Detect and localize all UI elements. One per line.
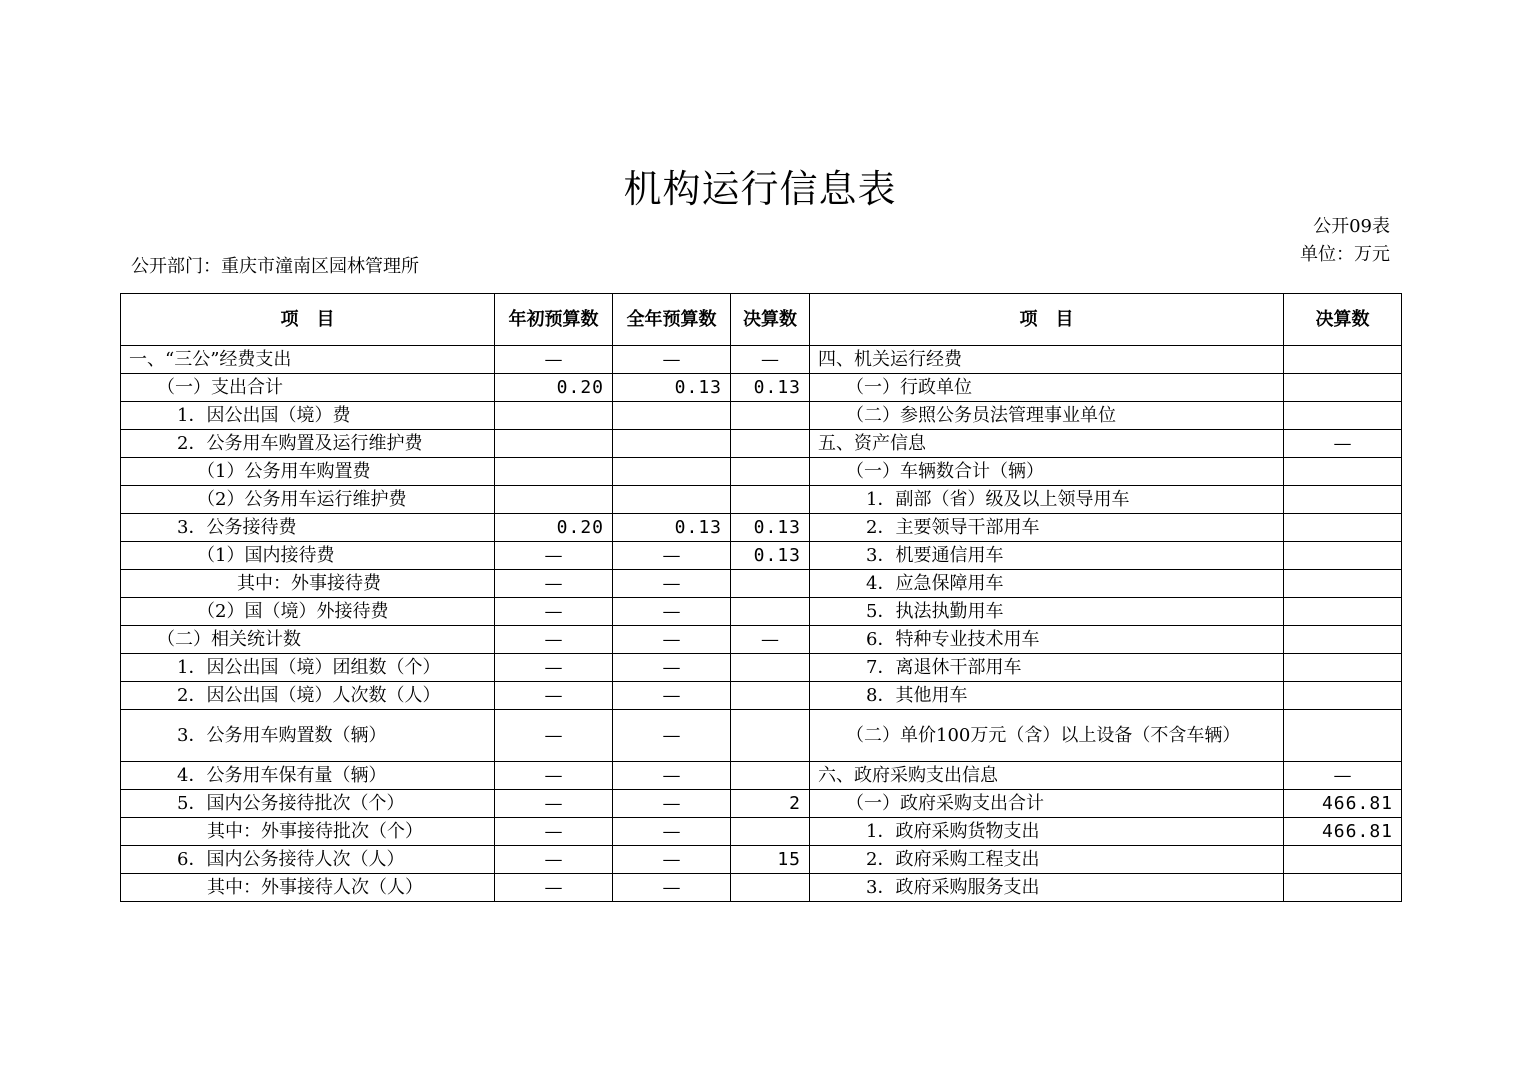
row-annual-budget: —	[613, 346, 731, 374]
table-row	[121, 762, 1402, 790]
row-final	[731, 598, 810, 626]
row-item-label: （1）公务用车购置费	[121, 458, 495, 486]
row-final	[731, 458, 810, 486]
row-final	[731, 430, 810, 458]
header-item: 项 目	[121, 294, 495, 346]
row-final-right: 466.81	[1284, 818, 1402, 846]
row-final: 0.13	[731, 374, 810, 402]
row-final	[731, 762, 810, 790]
row-item-label: （2）国（境）外接待费	[121, 598, 495, 626]
row-initial-budget: —	[495, 682, 613, 710]
header-initial-budget: 年初预算数	[495, 294, 613, 346]
row-final	[731, 570, 810, 598]
row-initial-budget: —	[495, 818, 613, 846]
row-item-label-right: 3．政府采购服务支出	[810, 874, 1284, 902]
row-item-label-right: 7．离退休干部用车	[810, 654, 1284, 682]
table-row	[121, 458, 1402, 486]
row-item-label: 一、“三公”经费支出	[121, 346, 495, 374]
row-item-label: 其中：外事接待批次（个）	[121, 818, 495, 846]
row-item-label: 1．因公出国（境）团组数（个）	[121, 654, 495, 682]
row-item-label-right: 8．其他用车	[810, 682, 1284, 710]
row-final-right: 466.81	[1284, 790, 1402, 818]
row-item-label-right: （一）政府采购支出合计	[810, 790, 1284, 818]
row-item-label-right: （一）行政单位	[810, 374, 1284, 402]
row-annual-budget: —	[613, 846, 731, 874]
row-annual-budget: —	[613, 682, 731, 710]
row-annual-budget: 0.13	[613, 374, 731, 402]
row-final	[731, 486, 810, 514]
header-final: 决算数	[731, 294, 810, 346]
table-row	[121, 570, 1402, 598]
row-item-label-right: 6．特种专业技术用车	[810, 626, 1284, 654]
row-item-label-right: 1．政府采购货物支出	[810, 818, 1284, 846]
row-initial-budget: —	[495, 654, 613, 682]
row-annual-budget: —	[613, 874, 731, 902]
row-initial-budget: 0.20	[495, 374, 613, 402]
row-final: 15	[731, 846, 810, 874]
row-final-right	[1284, 710, 1402, 762]
row-initial-budget: —	[495, 790, 613, 818]
row-annual-budget	[613, 402, 731, 430]
department-label: 公开部门：重庆市潼南区园林管理所	[131, 256, 419, 277]
row-final: —	[731, 346, 810, 374]
row-item-label: （一）支出合计	[121, 374, 495, 402]
row-initial-budget: —	[495, 874, 613, 902]
row-initial-budget: —	[495, 762, 613, 790]
row-final: 2	[731, 790, 810, 818]
info-table	[120, 293, 1402, 902]
row-final	[731, 710, 810, 762]
row-final	[731, 402, 810, 430]
table-row	[121, 682, 1402, 710]
table-row	[121, 514, 1402, 542]
table-row	[121, 710, 1402, 762]
row-item-label-right: （二）参照公务员法管理事业单位	[810, 402, 1284, 430]
row-item-label: 其中：外事接待人次（人）	[121, 874, 495, 902]
row-final	[731, 682, 810, 710]
row-item-label-right: 4．应急保障用车	[810, 570, 1284, 598]
table-row	[121, 486, 1402, 514]
row-item-label: 2．公务用车购置及运行维护费	[121, 430, 495, 458]
row-item-label-right: （一）车辆数合计（辆）	[810, 458, 1284, 486]
row-item-label-right: 3．机要通信用车	[810, 542, 1284, 570]
row-annual-budget: —	[613, 570, 731, 598]
table-row	[121, 846, 1402, 874]
row-annual-budget: —	[613, 818, 731, 846]
row-initial-budget	[495, 458, 613, 486]
row-annual-budget: —	[613, 654, 731, 682]
row-final-right	[1284, 846, 1402, 874]
header-final-right: 决算数	[1284, 294, 1402, 346]
table-row	[121, 654, 1402, 682]
row-final: 0.13	[731, 514, 810, 542]
row-initial-budget: —	[495, 598, 613, 626]
row-final-right	[1284, 514, 1402, 542]
row-initial-budget	[495, 430, 613, 458]
page-title: 机构运行信息表	[623, 167, 897, 211]
row-final-right	[1284, 458, 1402, 486]
table-header-row	[121, 294, 1402, 346]
table-row	[121, 790, 1402, 818]
row-annual-budget	[613, 430, 731, 458]
row-initial-budget	[495, 486, 613, 514]
row-item-label: 6．国内公务接待人次（人）	[121, 846, 495, 874]
header-annual-budget: 全年预算数	[613, 294, 731, 346]
row-final	[731, 818, 810, 846]
row-final-right	[1284, 654, 1402, 682]
row-item-label-right: 四、机关运行经费	[810, 346, 1284, 374]
row-item-label-right: 六、政府采购支出信息	[810, 762, 1284, 790]
row-annual-budget	[613, 458, 731, 486]
row-initial-budget: —	[495, 570, 613, 598]
row-annual-budget: —	[613, 710, 731, 762]
row-item-label-right: 五、资产信息	[810, 430, 1284, 458]
table-row	[121, 374, 1402, 402]
row-final-right	[1284, 486, 1402, 514]
row-item-label-right: 2．主要领导干部用车	[810, 514, 1284, 542]
row-annual-budget	[613, 486, 731, 514]
row-final-right: —	[1284, 762, 1402, 790]
row-item-label-right: 1．副部（省）级及以上领导用车	[810, 486, 1284, 514]
row-final-right	[1284, 542, 1402, 570]
unit-label: 单位：万元	[1300, 244, 1390, 265]
row-final-right	[1284, 626, 1402, 654]
row-item-label: （二）相关统计数	[121, 626, 495, 654]
row-final-right: —	[1284, 430, 1402, 458]
row-annual-budget: 0.13	[613, 514, 731, 542]
row-final-right	[1284, 346, 1402, 374]
row-final-right	[1284, 682, 1402, 710]
row-annual-budget: —	[613, 598, 731, 626]
row-final: 0.13	[731, 542, 810, 570]
table-row	[121, 626, 1402, 654]
table-row	[121, 402, 1402, 430]
table-row	[121, 818, 1402, 846]
row-initial-budget: 0.20	[495, 514, 613, 542]
row-item-label-right: 2．政府采购工程支出	[810, 846, 1284, 874]
row-initial-budget: —	[495, 346, 613, 374]
table-row	[121, 346, 1402, 374]
row-final-right	[1284, 374, 1402, 402]
row-item-label: （1）国内接待费	[121, 542, 495, 570]
row-item-label: 其中：外事接待费	[121, 570, 495, 598]
row-final	[731, 874, 810, 902]
table-row	[121, 542, 1402, 570]
table-row	[121, 874, 1402, 902]
row-final: —	[731, 626, 810, 654]
row-annual-budget: —	[613, 790, 731, 818]
row-item-label: 4．公务用车保有量（辆）	[121, 762, 495, 790]
row-initial-budget: —	[495, 710, 613, 762]
row-final-right	[1284, 570, 1402, 598]
row-annual-budget: —	[613, 626, 731, 654]
row-item-label: 3．公务接待费	[121, 514, 495, 542]
header-item-right: 项 目	[810, 294, 1284, 346]
row-annual-budget: —	[613, 762, 731, 790]
row-initial-budget: —	[495, 542, 613, 570]
table-row	[121, 598, 1402, 626]
row-final	[731, 654, 810, 682]
row-final-right	[1284, 598, 1402, 626]
row-initial-budget: —	[495, 846, 613, 874]
row-item-label: 5．国内公务接待批次（个）	[121, 790, 495, 818]
form-code: 公开09表	[1313, 216, 1390, 237]
row-item-label-right: 5．执法执勤用车	[810, 598, 1284, 626]
row-item-label: 1．因公出国（境）费	[121, 402, 495, 430]
row-initial-budget: —	[495, 626, 613, 654]
row-item-label-right: （二）单价100万元（含）以上设备（不含车辆）	[810, 710, 1284, 762]
row-final-right	[1284, 402, 1402, 430]
table-row	[121, 430, 1402, 458]
row-item-label: 2．因公出国（境）人次数（人）	[121, 682, 495, 710]
row-final-right	[1284, 874, 1402, 902]
row-item-label: 3．公务用车购置数（辆）	[121, 710, 495, 762]
row-annual-budget: —	[613, 542, 731, 570]
row-initial-budget	[495, 402, 613, 430]
row-item-label: （2）公务用车运行维护费	[121, 486, 495, 514]
